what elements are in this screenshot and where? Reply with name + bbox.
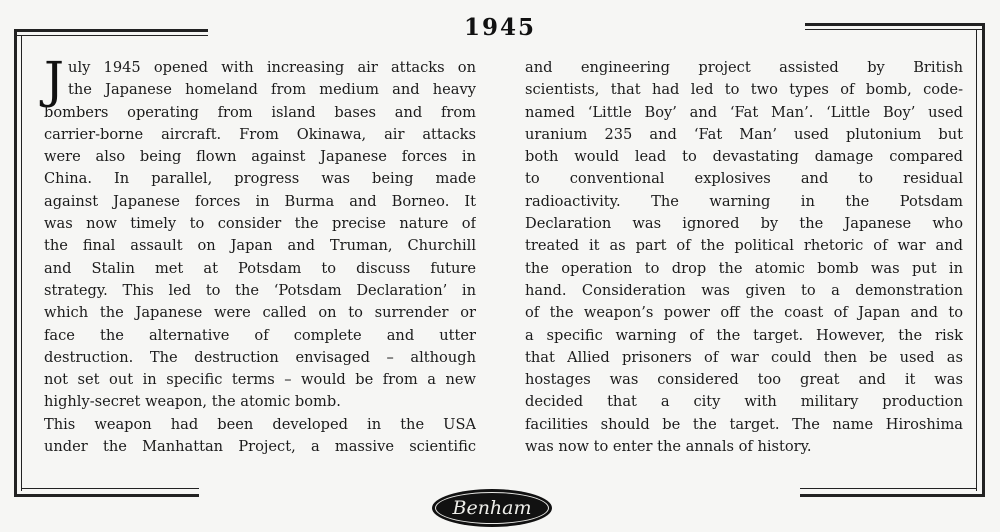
text-line: a specific warning of the target. However, the risk: [525, 326, 963, 344]
text-line: both would lead to devastating damage compared: [525, 148, 963, 166]
page-title: 1945: [463, 14, 536, 41]
text-line: This weapon had been developed in the USA: [44, 415, 476, 433]
text-line: was now to enter the annals of history.: [525, 438, 812, 456]
text-line: uranium 235 and ‘Fat Man’ used plutonium but: [525, 125, 963, 143]
text-line: against Japanese forces in Burma and Borneo. It: [44, 192, 476, 210]
text-line: the final assault on Japan and Truman, Churchill: [44, 237, 476, 255]
text-line: Declaration was ignored by the Japanese who: [525, 215, 963, 233]
text-line: to conventional explosives and to residual: [525, 170, 963, 188]
text-line: and engineering project assisted by British: [525, 59, 963, 76]
text-line: which the Japanese were called on to surrender or: [44, 304, 476, 322]
text-line: decided that a city with military production: [525, 393, 963, 411]
drop-cap: J: [44, 51, 65, 109]
text-line: carrier-borne aircraft. From Okinawa, air attacks: [44, 125, 476, 143]
text-line: the operation to drop the atomic bomb was put in: [525, 259, 963, 277]
left-column: [44, 51, 476, 458]
text-line: treated it as part of the political rhetoric of war and: [525, 237, 963, 255]
text-line: scientists, that had led to two types of bomb, code-: [525, 81, 963, 99]
text-line: named ‘Little Boy’ and ‘Fat Man’. ‘Little Boy’ used: [525, 103, 963, 121]
benham-logo: [432, 489, 552, 527]
text-line: hostages was considered too great and it was: [525, 371, 963, 389]
text-line: strategy. This led to the ‘Potsdam Declaration’ in: [44, 281, 476, 299]
text-line: of the weapon’s power off the coast of Japan and to: [525, 304, 963, 322]
text-line: destruction. The destruction envisaged – although: [44, 348, 476, 366]
text-line: not set out in specific terms – would be from a new: [44, 371, 476, 389]
text-line: and Stalin met at Potsdam to discuss future: [44, 259, 476, 277]
text-line: uly 1945 opened with increasing air attacks on: [68, 59, 476, 76]
text-line: radioactivity. The warning in the Potsdam: [525, 192, 963, 210]
text-line: was now timely to consider the precise nature of: [44, 215, 476, 233]
text-line: face the alternative of complete and utter: [44, 326, 476, 344]
text-line: that Allied prisoners of war could then be used as: [525, 348, 963, 366]
text-line: bombers operating from island bases and from: [44, 103, 476, 121]
text-line: highly-secret weapon, the atomic bomb.: [44, 393, 341, 411]
text-line: China. In parallel, progress was being made: [44, 170, 476, 188]
text-line: the Japanese homeland from medium and heavy: [68, 81, 476, 99]
text-line: hand. Consideration was given to a demonstration: [525, 281, 963, 299]
text-line: facilities should be the target. The name Hiroshima: [525, 415, 963, 433]
logo-text: Benham: [435, 492, 549, 524]
text-line: under the Manhattan Project, a massive scientific: [44, 438, 476, 456]
right-column: [525, 57, 963, 458]
text-line: were also being flown against Japanese forces in: [44, 148, 476, 166]
